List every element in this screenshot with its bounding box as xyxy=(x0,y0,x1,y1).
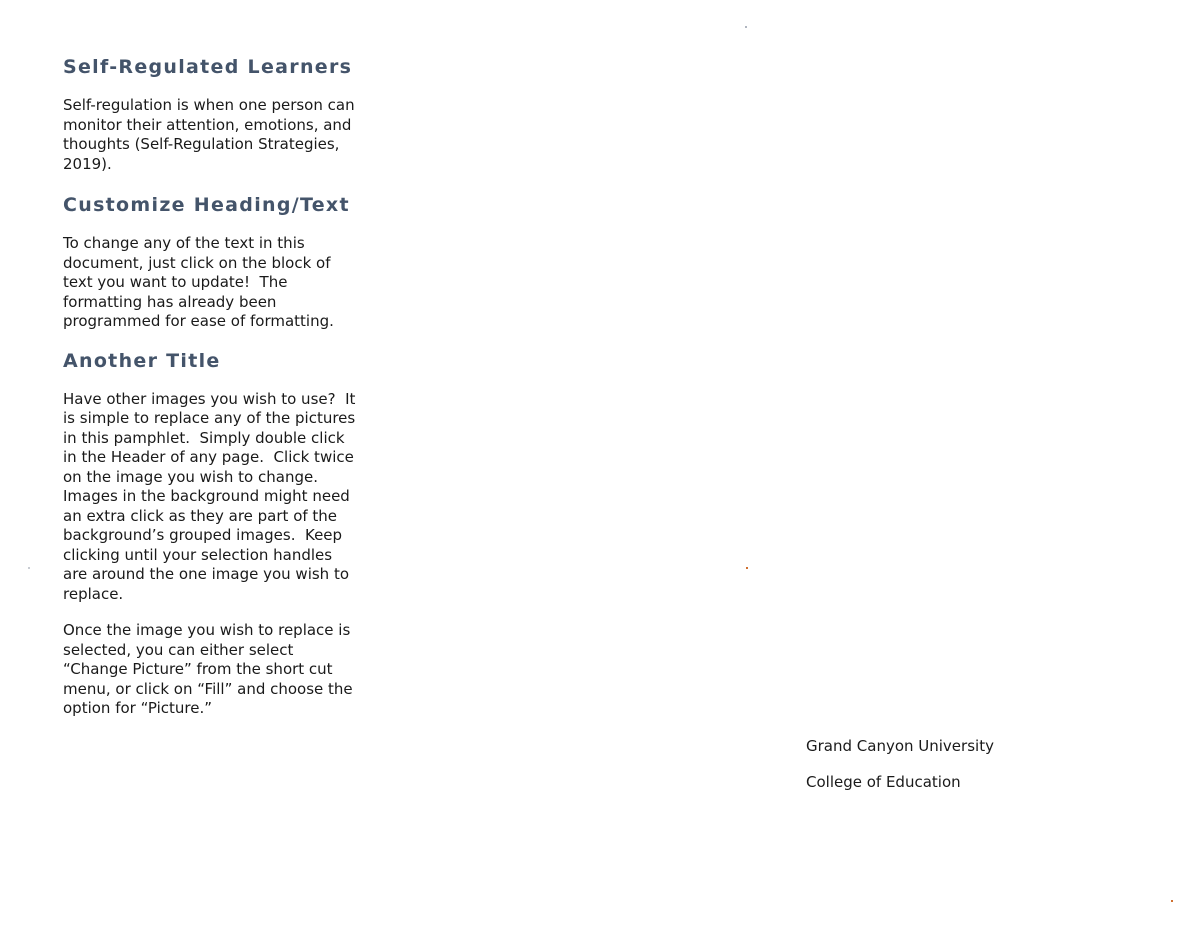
text-line: thoughts (Self-Regulation Strategies, xyxy=(63,135,340,153)
text-line: “Change Picture” from the short cut xyxy=(63,660,333,678)
text-line: on the image you wish to change. xyxy=(63,467,318,486)
text-line: in this pamphlet. Simply double click xyxy=(63,428,345,447)
text-line: monitor their attention, emotions, and xyxy=(63,115,352,134)
college-name: College of Education xyxy=(806,773,961,791)
text-line: clicking until your selection handles xyxy=(63,545,333,564)
text-line: is simple to replace any of the pictures xyxy=(63,409,356,427)
heading-another-title: Another Title xyxy=(63,349,221,372)
text-line: Images in the background might need xyxy=(63,487,350,505)
text-line: option for “Picture.” xyxy=(63,699,213,717)
paragraph-self-regulation xyxy=(63,96,423,174)
paragraph-images xyxy=(63,390,423,605)
image-placeholder-marker xyxy=(1171,900,1173,902)
text-line: menu, or click on “Fill” and choose the xyxy=(63,679,353,698)
paragraph-replace-image xyxy=(63,621,423,719)
text-line: in the Header of any page. Click twice xyxy=(63,448,354,466)
text-line: formatting has already been xyxy=(63,292,277,311)
text-line: programmed for ease of formatting. xyxy=(63,312,334,330)
paragraph-customize xyxy=(63,234,423,332)
text-line: Once the image you wish to replace is xyxy=(63,621,351,639)
text-line: text you want to update! The xyxy=(63,273,288,291)
image-placeholder-marker xyxy=(745,26,747,28)
text-line: document, just click on the block of xyxy=(63,253,331,272)
heading-self-regulated-learners: Self-Regulated Learners xyxy=(63,56,353,78)
university-name: Grand Canyon University xyxy=(806,737,994,755)
text-line: selected, you can either select xyxy=(63,640,294,659)
text-line: are around the one image you wish to xyxy=(63,565,350,583)
inside-panel-column xyxy=(63,55,423,719)
image-placeholder-marker xyxy=(746,567,748,569)
text-line: To change any of the text in this xyxy=(63,234,305,252)
text-line: Self-regulation is when one person can xyxy=(63,96,355,114)
text-line: 2019). xyxy=(63,154,112,173)
heading-customize: Customize Heading/Text xyxy=(63,194,350,216)
image-placeholder-marker xyxy=(28,567,30,569)
text-line: replace. xyxy=(63,584,124,603)
text-line: background’s grouped images. Keep xyxy=(63,526,343,544)
text-line: an extra click as they are part of the xyxy=(63,506,338,525)
text-line: Have other images you wish to use? It xyxy=(63,389,356,408)
